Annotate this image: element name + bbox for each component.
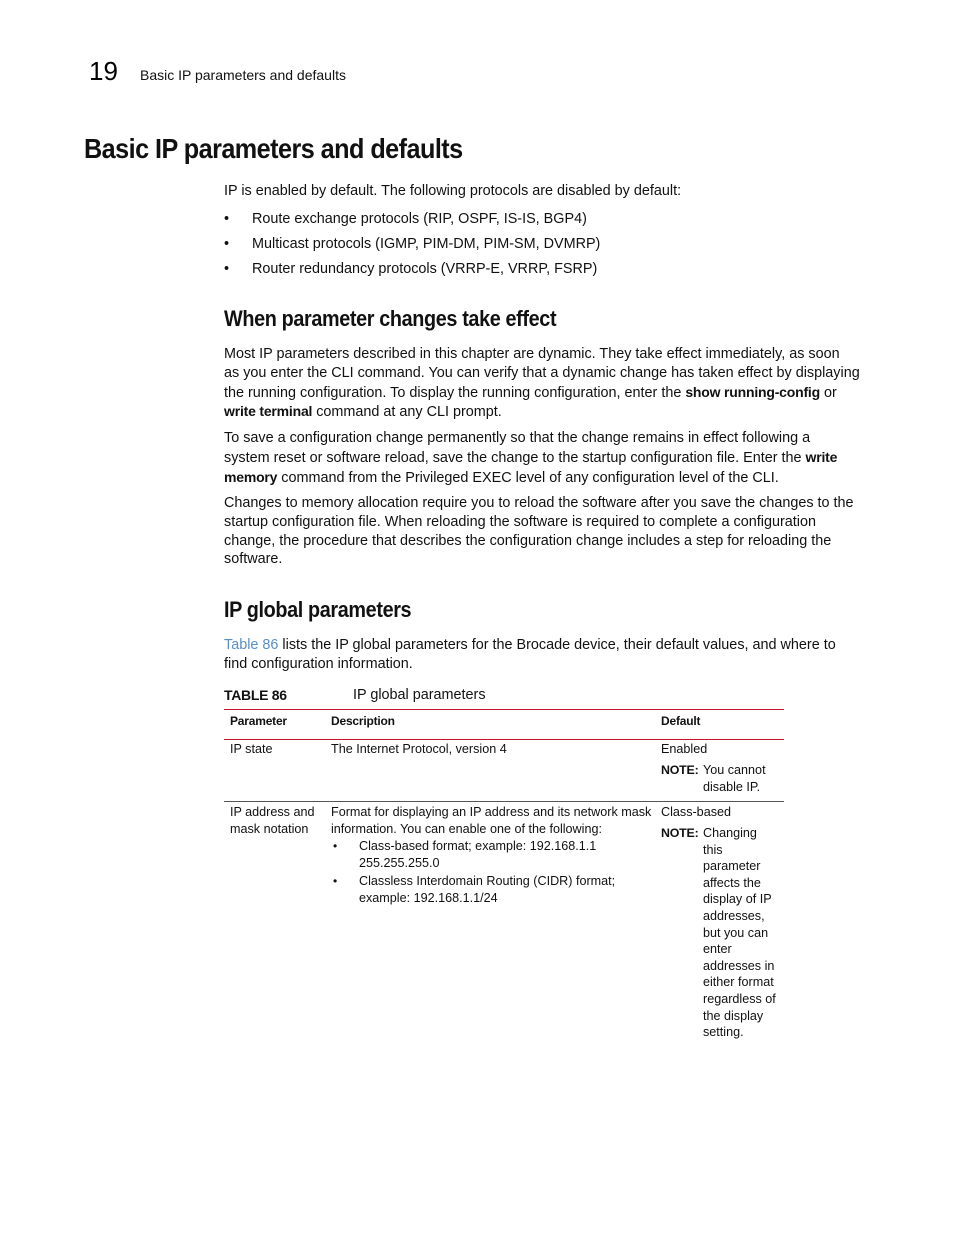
section-heading-ip-global: IP global parameters [224,597,412,622]
table-top-rule [224,709,784,710]
bullet-icon: • [224,261,230,277]
page-title: Basic IP parameters and defaults [84,133,463,164]
command-show-running-config: show running-config [685,383,820,400]
cell-parameter-ip-address-mask: IP address and mask notation [230,805,315,836]
note-label: NOTE: [661,826,699,840]
list-item: • Multicast protocols (IGMP, PIM-DM, PIM-SM, DVMRP) [224,236,601,252]
list-item: • Router redundancy protocols (VRRP-E, VRRP, FSRP) [224,261,598,277]
note-label: NOTE: [661,763,699,777]
bullet-icon: • [333,839,338,853]
column-header-parameter: Parameter [230,714,287,728]
table-header-rule [224,739,784,740]
cell-parameter-ip-state: IP state [230,742,273,756]
sub-bullet-cidr: Classless Interdomain Routing (CIDR) format; example: 192.168.1.1/24 [359,874,616,905]
cell-default-ip-state: Enabled [661,742,708,756]
table-row-rule [224,801,784,802]
cell-description-ip-state: The Internet Protocol, version 4 [331,742,507,756]
running-header: Basic IP parameters and defaults [140,67,346,83]
command-write: write [805,448,838,465]
paragraph-table-intro: Table 86 lists the IP global parameters for the Brocade device, their default values, and where to find configuration information. [224,637,836,672]
chapter-number: 19 [89,56,118,86]
column-header-default: Default [661,714,701,728]
cell-default-ip-address-mask: Class-based [661,805,731,819]
note-text: Changing this parameter affects the display of IP addresses, but you can enter addresses in either format regardless of the display setting. [703,826,776,1040]
section-heading-when: When parameter changes take effect [224,306,557,331]
table-caption: IP global parameters [353,687,486,703]
paragraph-save: To save a configuration change permanently so that the change remains in effect following a system reset or software reload, save the change to the startup configuration file. Enter the write memory command from the Privileged EXEC level of any configuration level of the CLI. [224,430,838,486]
bullet-icon: • [224,236,230,252]
paragraph-memory: Changes to memory allocation require you to reload the software after you save the changes to the startup configuration file. When reloading the software is required to complete a configuration change, the procedure that describes the configuration change includes a step for reloading the software. [224,495,854,568]
bullet-icon: • [224,211,230,227]
note-text: You cannot disable IP. [703,763,766,794]
sub-bullet-class-based: Class-based format; example: 192.168.1.1 255.255.255.0 [359,839,597,870]
column-header-description: Description [331,714,395,728]
intro-paragraph: IP is enabled by default. The following protocols are disabled by default: [224,183,682,199]
table-label: TABLE 86 [224,687,287,703]
table-86-link[interactable]: Table 86 [224,637,279,653]
cell-description-ip-address-mask: Format for displaying an IP address and its network mask information. You can enable one of the following: [331,805,652,836]
list-item: • Route exchange protocols (RIP, OSPF, IS-IS, BGP4) [224,211,587,227]
bullet-icon: • [333,874,338,888]
command-memory: memory [224,468,278,485]
paragraph-dynamic: Most IP parameters described in this chapter are dynamic. They take effect immediately, as soon as you enter the CLI command. You can verify that a dynamic change has taken effect by displaying the running configuration. To display the running configuration, enter the show running-config or write terminal command at any CLI prompt. [224,346,860,421]
command-write-terminal: write terminal [224,403,313,420]
